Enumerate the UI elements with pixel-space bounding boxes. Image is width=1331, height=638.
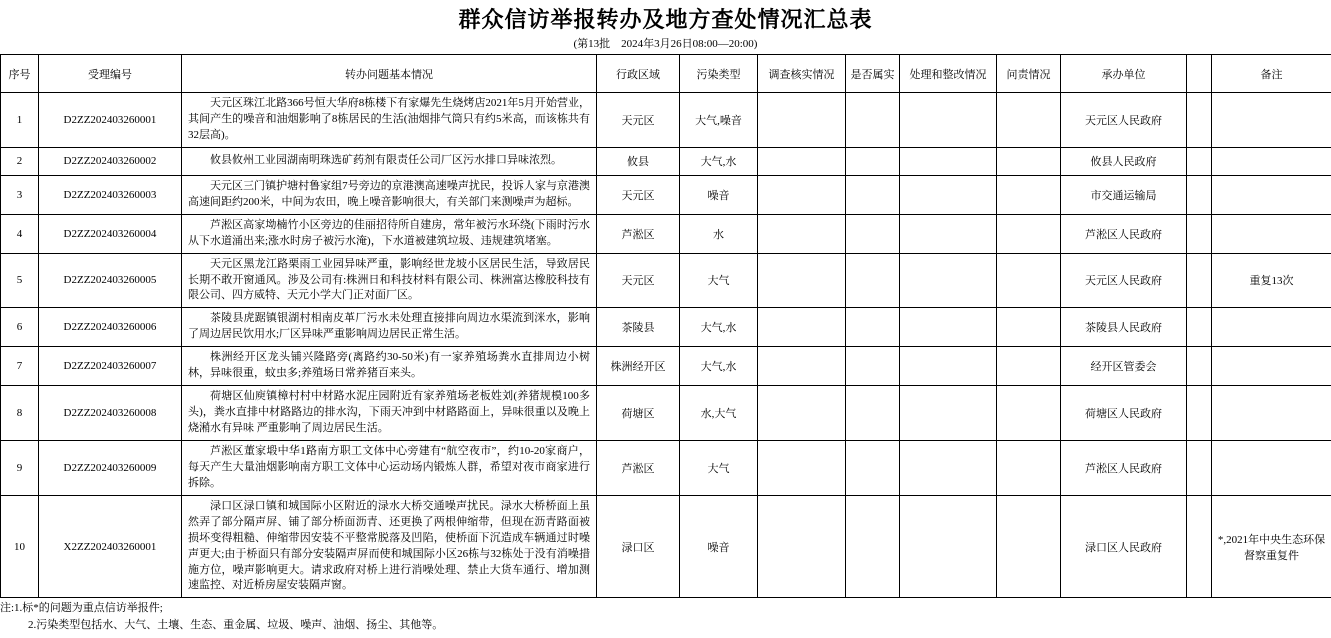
column-header-remark: 备注 [1212, 55, 1331, 93]
cell-handling [900, 440, 997, 495]
table-row [1, 386, 1331, 441]
cell-remark [1212, 93, 1331, 148]
cell-accountability [997, 308, 1061, 347]
cell-investigation [758, 253, 846, 308]
cell-id: D2ZZ202403260004 [39, 214, 182, 253]
cell-extra [1187, 386, 1212, 441]
cell-pollution: 大气,水 [680, 308, 758, 347]
cell-id: D2ZZ202403260003 [39, 175, 182, 214]
column-header-unit: 承办单位 [1061, 55, 1187, 93]
cell-handling [900, 214, 997, 253]
footnote-1: 注:1.标*的问题为重点信访举报件; [0, 602, 163, 615]
table-row [1, 253, 1331, 308]
cell-desc: 天元区三门镇护塘村鲁家组7号旁边的京港澳高速噪声扰民，投诉人家与京港澳高速间距约200米，中间为农田，晚上噪音影响很大，有关部门来测噪声为超标。 [182, 175, 597, 214]
cell-no: 4 [1, 214, 39, 253]
footnotes [0, 600, 1331, 634]
column-header-pollution: 污染类型 [680, 55, 758, 93]
cell-desc: 茶陵县虎踞镇银湖村相南皮革厂污水未处理直接排向周边水渠流到洣水，影响了周边居民饮用水;厂区异味严重影响周边居民正常生活。 [182, 308, 597, 347]
cell-is_true [846, 253, 900, 308]
cell-accountability [997, 386, 1061, 441]
cell-handling [900, 308, 997, 347]
cell-is_true [846, 214, 900, 253]
column-header-accountability: 问责情况 [997, 55, 1061, 93]
column-header-handling: 处理和整改情况 [900, 55, 997, 93]
cell-remark [1212, 386, 1331, 441]
cell-pollution: 噪音 [680, 175, 758, 214]
cell-handling [900, 147, 997, 175]
cell-no: 7 [1, 347, 39, 386]
cell-region: 天元区 [597, 253, 680, 308]
cell-no: 10 [1, 495, 39, 598]
cell-remark [1212, 147, 1331, 175]
summary-table [0, 54, 1331, 598]
cell-pollution: 大气 [680, 253, 758, 308]
cell-desc: 株洲经开区龙头铺兴隆路旁(离路约30-50米)有一家养殖场粪水直排周边小树林，异味很重，蚊虫多;养殖场日常养猪百来头。 [182, 347, 597, 386]
cell-unit: 经开区管委会 [1061, 347, 1187, 386]
cell-unit: 天元区人民政府 [1061, 93, 1187, 148]
cell-desc: 荷塘区仙庾镇樟村村中材路水泥庄园附近有家养殖场老板姓刘(养猪规模100多头)，粪水直排中材路路边的排水沟，下雨天冲到中材路路面上，异味很重以及晚上烧潲水有异味 严重影响了周边居民生活。 [182, 386, 597, 441]
cell-pollution: 水 [680, 214, 758, 253]
cell-pollution: 大气,噪音 [680, 93, 758, 148]
cell-region: 芦淞区 [597, 214, 680, 253]
cell-accountability [997, 440, 1061, 495]
table-row [1, 347, 1331, 386]
cell-unit: 市交通运输局 [1061, 175, 1187, 214]
cell-extra [1187, 147, 1212, 175]
cell-remark [1212, 214, 1331, 253]
table-row [1, 147, 1331, 175]
cell-accountability [997, 347, 1061, 386]
page-subtitle: (第13批 2024年3月26日08:00—20:00) [573, 38, 758, 50]
cell-is_true [846, 440, 900, 495]
footnote-2: 2.污染类型包括水、大气、土壤、生态、重金属、垃圾、噪声、油烟、扬尘、其他等。 [28, 619, 444, 632]
cell-investigation [758, 347, 846, 386]
cell-unit: 茶陵县人民政府 [1061, 308, 1187, 347]
cell-no: 3 [1, 175, 39, 214]
cell-pollution: 大气,水 [680, 347, 758, 386]
cell-remark [1212, 308, 1331, 347]
cell-extra [1187, 93, 1212, 148]
cell-accountability [997, 495, 1061, 598]
table-header-row [1, 55, 1331, 93]
cell-handling [900, 253, 997, 308]
cell-unit: 天元区人民政府 [1061, 253, 1187, 308]
cell-id: D2ZZ202403260006 [39, 308, 182, 347]
cell-no: 6 [1, 308, 39, 347]
cell-extra [1187, 347, 1212, 386]
column-header-is_true: 是否属实 [846, 55, 900, 93]
cell-id: D2ZZ202403260008 [39, 386, 182, 441]
cell-remark [1212, 440, 1331, 495]
cell-remark: *,2021年中央生态环保督察重复件 [1212, 495, 1331, 598]
cell-extra [1187, 440, 1212, 495]
cell-pollution: 噪音 [680, 495, 758, 598]
cell-investigation [758, 214, 846, 253]
cell-unit: 渌口区人民政府 [1061, 495, 1187, 598]
cell-investigation [758, 308, 846, 347]
cell-handling [900, 386, 997, 441]
cell-accountability [997, 175, 1061, 214]
cell-investigation [758, 147, 846, 175]
cell-region: 株洲经开区 [597, 347, 680, 386]
cell-handling [900, 495, 997, 598]
cell-extra [1187, 253, 1212, 308]
cell-remark [1212, 347, 1331, 386]
column-header-no: 序号 [1, 55, 39, 93]
cell-id: D2ZZ202403260001 [39, 93, 182, 148]
table-row [1, 308, 1331, 347]
cell-is_true [846, 308, 900, 347]
cell-no: 5 [1, 253, 39, 308]
table-row [1, 214, 1331, 253]
cell-accountability [997, 93, 1061, 148]
cell-investigation [758, 440, 846, 495]
column-header-investigation: 调查核实情况 [758, 55, 846, 93]
cell-handling [900, 347, 997, 386]
cell-id: D2ZZ202403260005 [39, 253, 182, 308]
cell-region: 天元区 [597, 175, 680, 214]
cell-is_true [846, 93, 900, 148]
page-title: 群众信访举报转办及地方查处情况汇总表 [458, 7, 873, 32]
cell-desc: 芦淞区董家塅中华1路南方职工文体中心旁建有“航空夜市”，约10-20家商户，每天产生大量油烟影响南方职工文体中心运动场内锻炼人群，希望对夜市商家进行拆除。 [182, 440, 597, 495]
cell-extra [1187, 175, 1212, 214]
cell-desc: 攸县攸州工业园湖南明珠选矿药剂有限责任公司厂区污水排口异味浓烈。 [182, 147, 597, 175]
column-header-desc: 转办问题基本情况 [182, 55, 597, 93]
cell-investigation [758, 386, 846, 441]
cell-is_true [846, 386, 900, 441]
cell-unit: 芦淞区人民政府 [1061, 440, 1187, 495]
cell-investigation [758, 175, 846, 214]
cell-id: D2ZZ202403260007 [39, 347, 182, 386]
cell-region: 荷塘区 [597, 386, 680, 441]
cell-id: D2ZZ202403260002 [39, 147, 182, 175]
cell-remark [1212, 175, 1331, 214]
cell-desc: 天元区珠江北路366号恒大华府8栋楼下有家爆先生烧烤店2021年5月开始营业，其间产生的噪音和油烟影响了8栋居民的生活(油烟排气筒只有约5米高，而该栋共有32层高)。 [182, 93, 597, 148]
cell-investigation [758, 495, 846, 598]
cell-accountability [997, 214, 1061, 253]
cell-unit: 攸县人民政府 [1061, 147, 1187, 175]
cell-region: 茶陵县 [597, 308, 680, 347]
cell-no: 9 [1, 440, 39, 495]
cell-region: 攸县 [597, 147, 680, 175]
cell-accountability [997, 147, 1061, 175]
cell-is_true [846, 147, 900, 175]
cell-investigation [758, 93, 846, 148]
cell-desc: 天元区黑龙江路栗雨工业园异味严重，影响经世龙坡小区居民生活，导致居民长期不敢开窗通风。涉及公司有:株洲日和科技材料有限公司、株洲富达橡胶科技有限公司、四方威特、天元小学大门正对面厂区。 [182, 253, 597, 308]
cell-no: 1 [1, 93, 39, 148]
cell-pollution: 大气 [680, 440, 758, 495]
cell-handling [900, 175, 997, 214]
cell-region: 天元区 [597, 93, 680, 148]
cell-region: 渌口区 [597, 495, 680, 598]
cell-is_true [846, 495, 900, 598]
cell-id: X2ZZ202403260001 [39, 495, 182, 598]
cell-id: D2ZZ202403260009 [39, 440, 182, 495]
column-header-region: 行政区域 [597, 55, 680, 93]
cell-remark: 重复13次 [1212, 253, 1331, 308]
cell-accountability [997, 253, 1061, 308]
cell-is_true [846, 175, 900, 214]
cell-pollution: 大气,水 [680, 147, 758, 175]
cell-no: 2 [1, 147, 39, 175]
cell-pollution: 水,大气 [680, 386, 758, 441]
table-row [1, 495, 1331, 598]
column-header-extra [1187, 55, 1212, 93]
cell-handling [900, 93, 997, 148]
cell-region: 芦淞区 [597, 440, 680, 495]
cell-desc: 渌口区渌口镇和城国际小区附近的渌水大桥交通噪声扰民。渌水大桥桥面上虽然弄了部分隔声屏、铺了部分桥面沥青、还更换了两根伸缩带，但现在沥青路面被损坏变得粗糙、伸缩带因安装不平整常脱落及凹陷，使桥面下沉造成车辆通过时噪声更大;由于桥面只有部分安装隔声屏而使和城国际小区26栋与32栋处于没有消噪措施方位，噪声影响更大。请求政府对桥上进行消噪处理、禁止大货车通行、增加测速监控、对近桥房屋安装隔声窗。 [182, 495, 597, 598]
table-row [1, 93, 1331, 148]
cell-unit: 芦淞区人民政府 [1061, 214, 1187, 253]
table-row [1, 175, 1331, 214]
cell-extra [1187, 308, 1212, 347]
column-header-id: 受理编号 [39, 55, 182, 93]
table-row [1, 440, 1331, 495]
cell-is_true [846, 347, 900, 386]
cell-extra [1187, 214, 1212, 253]
cell-no: 8 [1, 386, 39, 441]
cell-desc: 芦淞区高家坳楠竹小区旁边的佳丽招待所自建房，常年被污水环绕(下雨时污水从下水道涌出来;涨水时房子被污水淹)，下水道被建筑垃圾、违规建筑堵塞。 [182, 214, 597, 253]
cell-extra [1187, 495, 1212, 598]
cell-unit: 荷塘区人民政府 [1061, 386, 1187, 441]
